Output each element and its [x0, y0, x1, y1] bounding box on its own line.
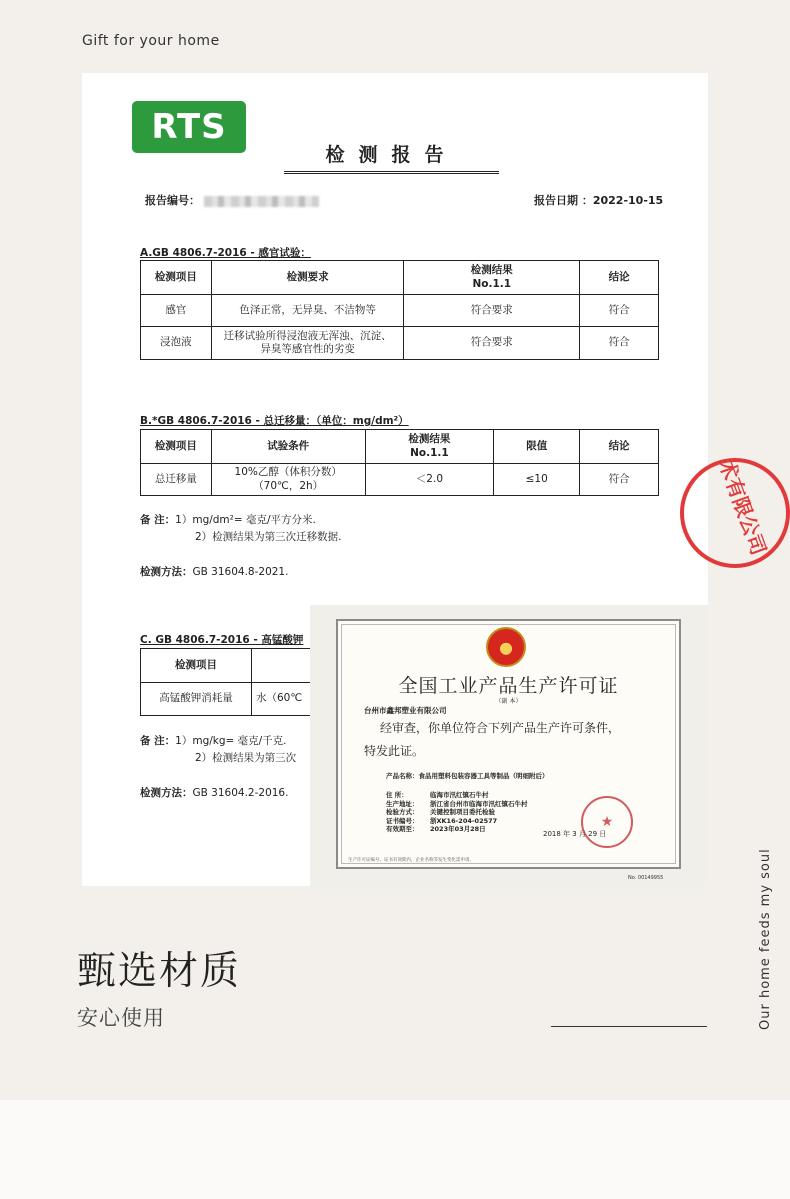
section-b-table [140, 429, 659, 496]
license-certificate [336, 619, 681, 869]
table-cell: ＜2.0 [365, 464, 494, 496]
table-header: 结论 [580, 430, 659, 464]
table-header-text: 检测结果 [408, 433, 451, 446]
table-header: 检测要求 [211, 261, 404, 295]
table-cell: 迁移试验所得浸泡液无浑浊、沉淀、异臭等感官性的劣变 [211, 327, 404, 360]
table-cell [211, 464, 365, 496]
note-label: 备 注： [140, 514, 176, 526]
table-header: 结论 [580, 261, 659, 295]
table-header-text: 检测结果 [470, 264, 513, 277]
table-cell: 符合 [580, 327, 659, 360]
test-report-image [82, 73, 771, 886]
note-label: 备 注： [140, 735, 176, 747]
vertical-slogan: Our home feeds my soul [758, 848, 773, 1030]
table-header: 试验条件 [211, 430, 365, 464]
section-a-table [140, 260, 659, 360]
method-label: 检测方法： [140, 566, 193, 578]
detail-value: 2023年03月28日 [430, 825, 486, 834]
report-title: 检测报告 [284, 140, 499, 174]
table-cell: 符合 [580, 295, 659, 327]
table-cell: 感官 [141, 295, 212, 327]
detail-value: 浙XK16-204-02577 [430, 816, 498, 825]
method-label: 检测方法： [140, 787, 193, 799]
method-value: GB 31604.8-2021. [192, 566, 289, 578]
table-cell: 符合要求 [404, 295, 580, 327]
section-a-title: A.GB 4806.7-2016 - 感官试验： [140, 247, 311, 259]
license-detail-row [386, 791, 528, 800]
note-line: 1）mg/kg= 毫克/千克. [175, 735, 287, 747]
license-product: 产品名称：食品用塑料包装容器工具等制品（明细附后） [386, 772, 549, 780]
top-tagline: Gift for your home [82, 33, 220, 49]
license-body [364, 717, 620, 763]
license-body-line: 经审查，你单位符合下列产品生产许可条件， [380, 721, 621, 735]
section-b-title: B.*GB 4806.7-2016 - 总迁移量：（单位：mg/dm²） [140, 415, 409, 427]
table-cell: 水（60℃ [252, 683, 390, 716]
note-c [140, 733, 296, 767]
license-details [386, 791, 528, 834]
detail-key: 住 所： [386, 791, 408, 799]
table-header [404, 261, 580, 295]
license-issue-date: 2018 年 3 月 29 日 [543, 830, 607, 838]
license-seal-icon: ★ [581, 796, 633, 848]
detail-key: 检验方式： [386, 808, 419, 817]
table-row [141, 327, 659, 360]
table-header-text: No.1.1 [410, 446, 449, 459]
table-header: 检测项目 [141, 649, 252, 683]
method-c [140, 785, 288, 800]
table-cell: 色泽正常，无异臭、不洁物等 [211, 295, 404, 327]
license-detail-row [386, 800, 528, 809]
table-header [365, 430, 494, 464]
license-serial-number: No. 00149955 [628, 875, 664, 881]
section-c-title: C. GB 4806.7-2016 - 高锰酸钾 [140, 634, 304, 646]
license-detail-row [386, 825, 528, 834]
detail-value: 临海市汛红镇石牛村 [430, 791, 489, 799]
table-cell: ≤10 [494, 464, 580, 496]
production-license-image [310, 605, 708, 886]
table-header: 检测项目 [141, 261, 212, 295]
divider-line [551, 1026, 707, 1027]
method-b [140, 564, 288, 579]
table-cell: 符合 [580, 464, 659, 496]
license-subtitle: （副 本） [495, 698, 522, 705]
footer-band [0, 1100, 790, 1199]
table-cell: 浸泡液 [141, 327, 212, 360]
red-seal-stamp [680, 455, 790, 568]
table-cell: 符合要求 [404, 327, 580, 360]
note-line: 2）检测结果为第三次迁移数据. [195, 531, 342, 543]
report-number-label: 报告编号： [145, 194, 200, 207]
license-footnote: 生产许可证编号、证书有效期内，企业名称等发生变化需申请。 [348, 858, 474, 863]
detail-value: 浙江省台州市临海市汛红镇石牛村 [430, 799, 528, 808]
table-cell: 总迁移量 [141, 464, 212, 496]
license-title: 全国工业产品生产许可证 [398, 675, 619, 697]
note-line: 1）mg/dm²= 毫克/平方分米. [175, 514, 316, 526]
rts-logo: RTS [132, 101, 246, 153]
report-number [145, 192, 319, 208]
national-emblem-icon [486, 627, 526, 667]
table-header: 检测项目 [141, 430, 212, 464]
section-heading: 甄选材质 [77, 949, 242, 994]
stamp-text: 术有限公司 [714, 455, 771, 559]
detail-key: 生产地址： [386, 799, 419, 808]
table-header-text: No.1.1 [472, 277, 512, 290]
table-row [141, 464, 659, 496]
detail-key: 证书编号： [386, 816, 419, 825]
detail-key: 有效期至： [386, 825, 419, 834]
table-cell: 高锰酸钾消耗量 [141, 683, 252, 716]
note-line: 2）检测结果为第三次 [195, 752, 297, 764]
detail-value: 关键控制项目委托检验 [430, 808, 495, 817]
report-date: 报告日期 ：2022-10-15 [534, 194, 664, 207]
cell-text: （70℃，2h） [253, 479, 324, 492]
license-detail-row [386, 808, 528, 817]
method-value: GB 31604.2-2016. [192, 787, 289, 799]
table-row [141, 295, 659, 327]
license-body-line: 特发此证。 [364, 744, 425, 758]
cell-text: 10%乙醇（体积分数） [234, 466, 342, 479]
report-number-redacted [204, 196, 319, 207]
table-header: 限值 [494, 430, 580, 464]
license-company: 台州市鑫邦塑业有限公司 [364, 706, 447, 715]
note-b [140, 512, 342, 546]
section-subheading: 安心使用 [77, 1006, 165, 1030]
